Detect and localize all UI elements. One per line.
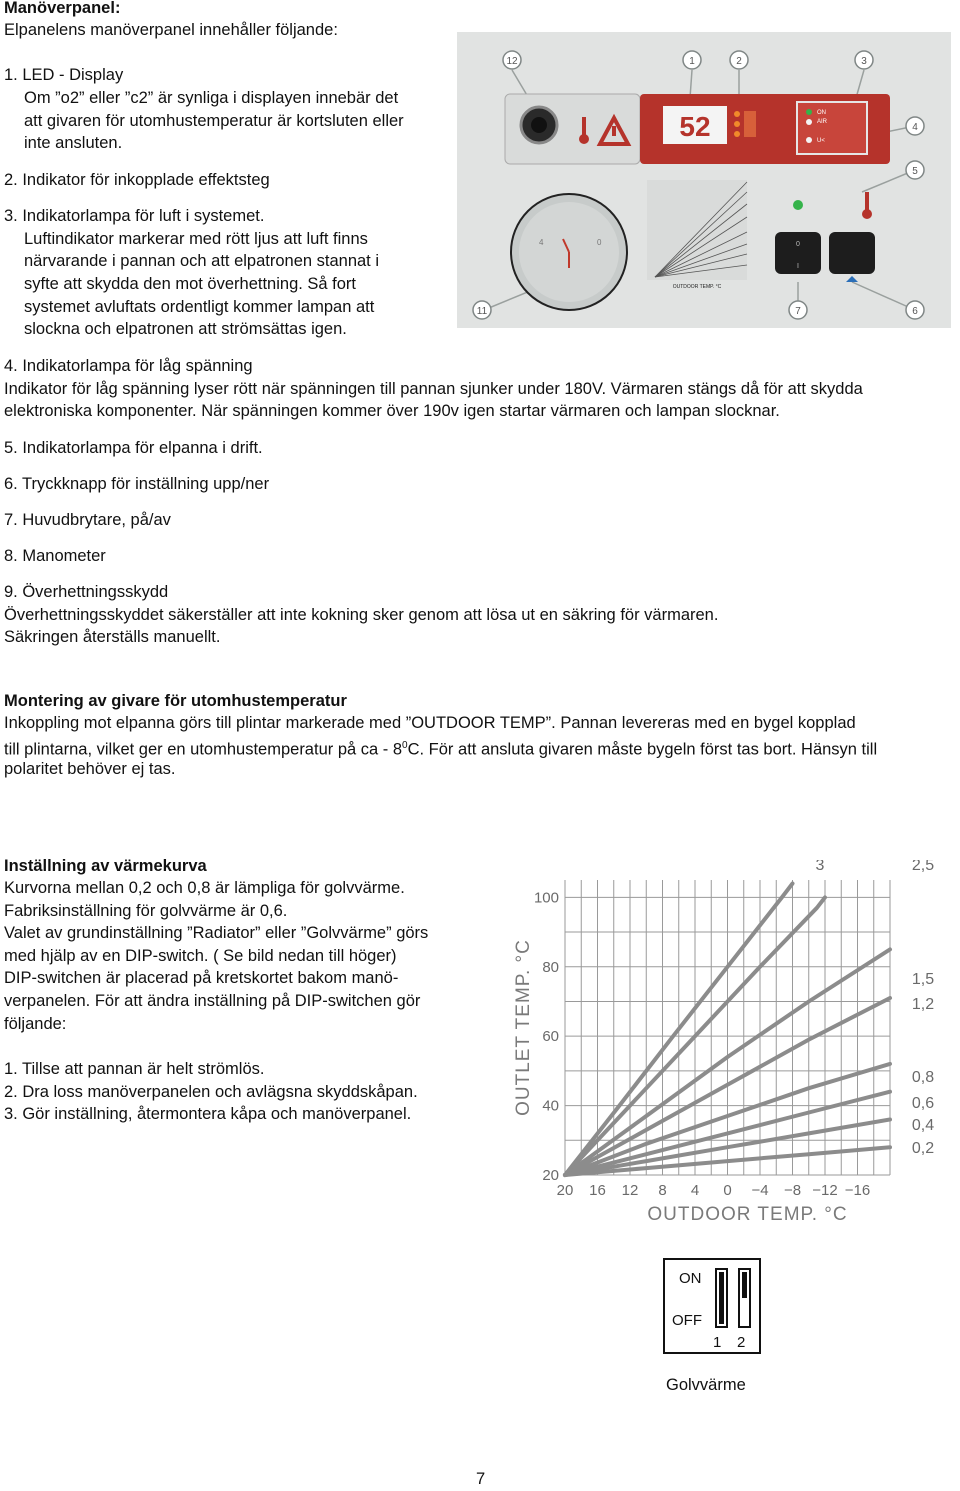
x-tick-label: 4 [690,1182,700,1199]
item-8: 8. Manometer [4,547,106,565]
item-1-title: 1. LED - Display [4,66,124,84]
led-display-text: 52 [679,111,711,142]
montering-line: polaritet behöver ej tas. [4,760,176,778]
switch-label-1: I [797,263,799,270]
curve-series-label: 1,2 [911,996,935,1013]
section-heading-varmekurva: Inställning av värmekurva [4,857,207,875]
item-9-line: Säkringen återställs manuellt. [4,628,221,646]
varmekurva-line: DIP-switchen är placerad på kretskortet bakom manö- [4,969,399,987]
montering-line: till plintarna, vilket ger en utomhustemperatur på ca - $8^0C$. För att ansluta givaren måste bygeln först tas bort. Hänsyn till [4,740,878,759]
callout-4: 4 [912,122,918,133]
led-label-u: U< [817,138,825,144]
step-item: 3. Gör inställning, återmontera kåpa och manöverpanel. [4,1105,412,1123]
switch-label-0: 0 [796,241,800,248]
item-9-title: 9. Överhettningsskydd [4,583,169,601]
mini-chart-xlabel: OUTDOOR TEMP. °C [672,284,722,290]
step-item: 1. Tillse att pannan är helt strömlös. [4,1060,265,1078]
step-item: 2. Dra loss manöverpanelen och avlägsna skyddskåpan. [4,1083,418,1101]
intro-text: Elpanelens manöverpanel innehåller följande: [4,21,338,39]
callout-3: 3 [861,56,867,67]
item-3-line: syfte att skydda den mot överhettning. Så fort [24,275,357,293]
y-tick-label: 20 [542,1167,559,1184]
varmekurva-line: verpanelen. För att ändra inställning på DIP-switchen gör [4,992,421,1010]
item-4-title: 4. Indikatorlampa för låg spänning [4,357,253,375]
item-7: 7. Huvudbrytare, på/av [4,511,171,529]
gauge-label-4: 4 [539,238,544,247]
curve-series-label: 2,5 [911,860,935,874]
x-axis-label: OUTDOOR TEMP. °C [647,1204,848,1225]
item-5: 5. Indikatorlampa för elpanna i drift. [4,439,263,457]
varmekurva-line: med hjälp av en DIP-switch. ( Se bild nedan till höger) [4,947,397,965]
montering-line: Inkoppling mot elpanna görs till plintar markerade med ”OUTDOOR TEMP”. Pannan levereras med en bygel kopplad [4,714,856,732]
x-tick-label: 8 [658,1182,667,1199]
dip-switch-2 [738,1268,751,1328]
y-tick-label: 80 [542,958,559,976]
led-label-air: AIR [817,119,828,125]
control-panel-photo [457,32,951,328]
callout-5: 5 [912,166,918,177]
y-tick-label: 100 [533,889,559,907]
varmekurva-line: Fabriksinställning för golvvärme är 0,6. [4,902,288,920]
varmekurva-line: Valet av grundinställning ”Radiator” eller ”Golvvärme” görs [4,924,429,942]
dip-switch [663,1258,761,1354]
curve-series-label: 0,2 [911,1140,935,1157]
item-6: 6. Tryckknapp för inställning upp/ner [4,475,270,493]
callout-12: 12 [506,56,518,67]
x-tick-label: −8 [783,1182,802,1199]
x-tick-label: −12 [812,1182,838,1199]
dip-on-label: ON [679,1270,702,1287]
gauge-label-0: 0 [597,238,602,247]
varmekurva-line: följande: [4,1015,67,1033]
item-3-line: närvarande i pannan och att elpatronen stannat i [24,252,380,270]
x-tick-label: −16 [844,1182,871,1199]
curve-series-label: 0,8 [911,1069,935,1086]
callout-6: 6 [912,306,918,317]
page-number: 7 [476,1470,486,1488]
curve-series-label: 0,6 [911,1095,935,1112]
dip-caption: Golvvärme [666,1376,746,1394]
y-tick-label: 40 [542,1097,559,1115]
item-1-line: att givaren för utomhustemperatur är kortsluten eller [24,112,404,130]
section-heading-manoverpanel: Manöverpanel: [4,0,121,17]
dip-number-2: 2 [737,1334,746,1351]
item-3-line: systemet avluftats ordentligt kommer lampan att [24,298,375,316]
item-1-line: Om ”o2” eller ”c2” är synliga i displayen innebär det [24,89,399,107]
item-4-line: elektroniska komponenter. När spänningen kommer över 190v igen startar värmaren och lampan slocknar. [4,402,780,420]
dip-off-label: OFF [672,1312,702,1329]
heating-curve-chart [505,860,950,1225]
y-axis-label: OUTLET TEMP. °C [513,939,534,1116]
item-9-line: Överhettningsskyddet säkerställer att inte kokning sker genom att lösa ut en säkring för värmaren. [4,606,719,624]
callout-11: 11 [476,306,488,317]
led-label-on: ON [817,110,826,116]
item-3-line: Luftindikator markerar med rött ljus att luft finns [24,230,368,248]
y-tick-label: 60 [542,1028,559,1046]
curve-series-label: 3 [815,860,825,874]
curve-series-label: 1,5 [911,971,935,988]
section-heading-montering: Montering av givare för utomhustemperatur [4,692,347,710]
x-tick-label: 16 [589,1182,606,1199]
item-1-line: inte ansluten. [24,134,123,152]
callout-7: 7 [795,306,801,317]
item-3-line: slockna och elpatronen att strömsättas igen. [24,320,347,338]
dip-switch-1 [715,1268,728,1328]
x-tick-label: 20 [556,1182,574,1199]
varmekurva-line: Kurvorna mellan 0,2 och 0,8 är lämpliga för golvvärme. [4,879,405,897]
callout-2: 2 [736,56,742,67]
item-3-title: 3. Indikatorlampa för luft i systemet. [4,207,265,225]
item-2: 2. Indikator för inkopplade effektsteg [4,171,270,189]
item-4-line: Indikator för låg spänning lyser rött när spänningen till pannan sjunker under 180V. Värmaren stängs då för att skydda [4,380,863,398]
x-tick-label: 0 [723,1182,732,1199]
x-tick-label: 12 [621,1182,639,1199]
x-tick-label: −4 [751,1182,769,1199]
curve-series-label: 0,4 [911,1117,935,1134]
callout-1: 1 [689,56,695,67]
dip-number-1: 1 [713,1334,722,1351]
